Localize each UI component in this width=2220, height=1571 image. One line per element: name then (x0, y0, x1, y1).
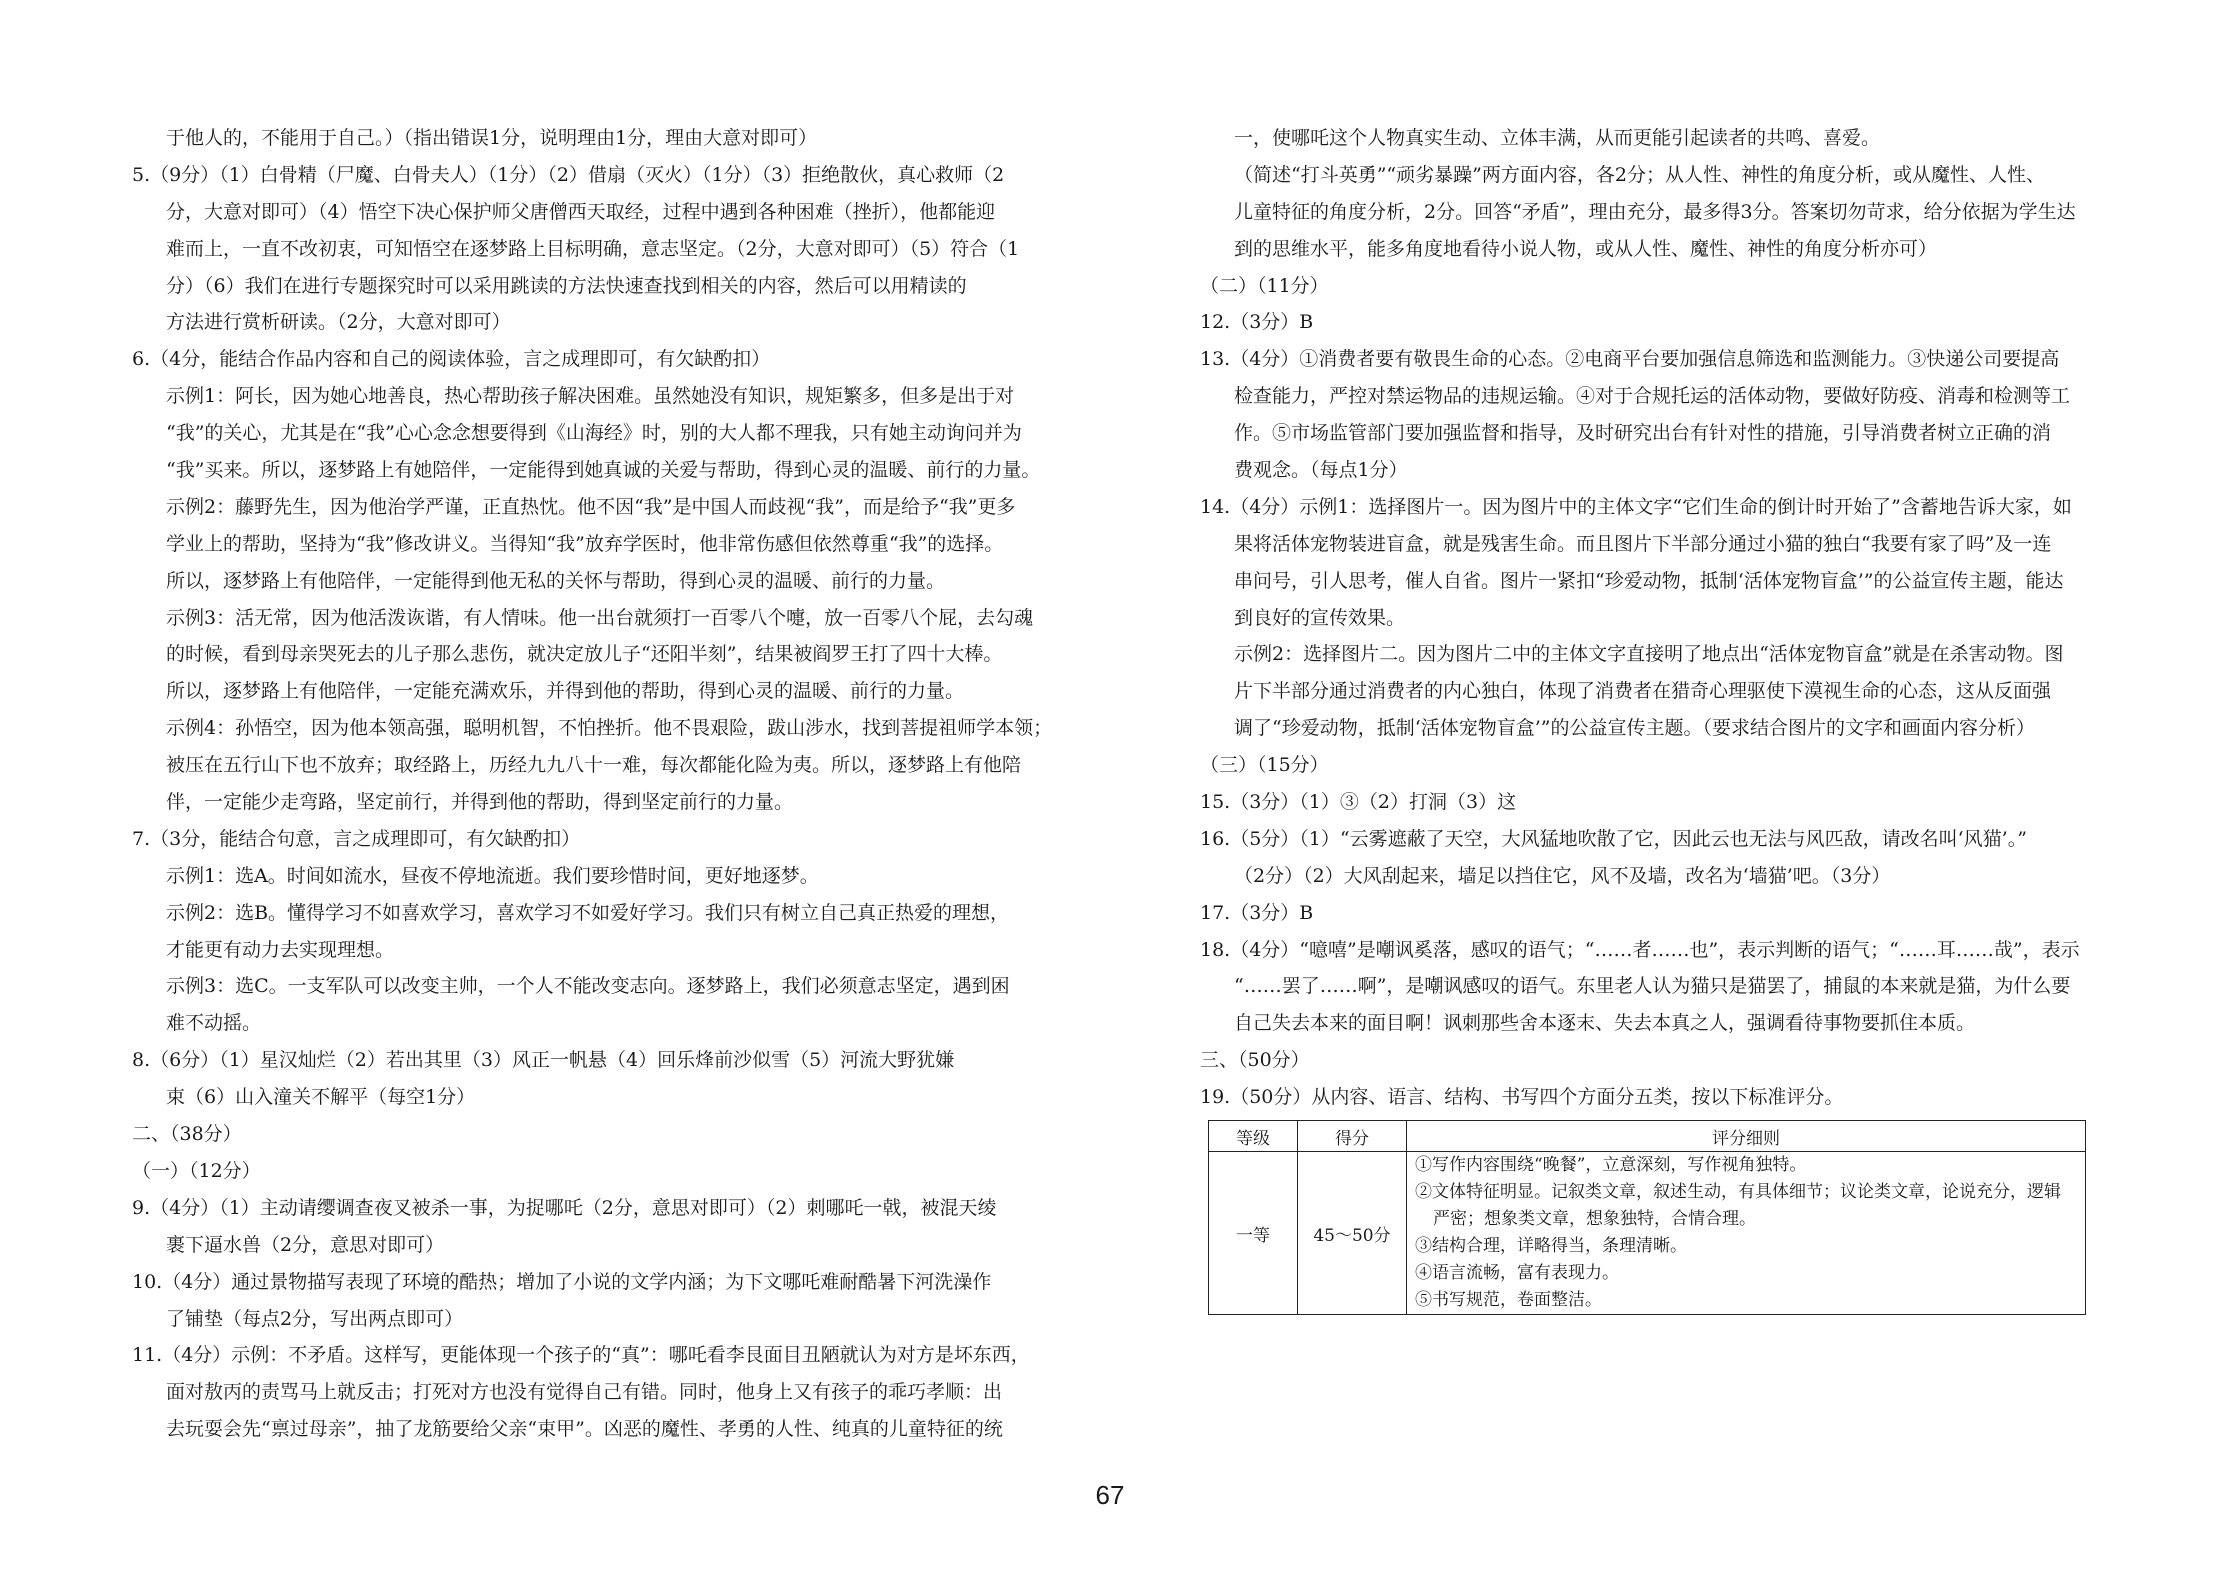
criteria-line: ④语言流畅，富有表现力。 (1415, 1263, 1619, 1283)
header-score: 得分 (1298, 1121, 1407, 1152)
table-header-row (1209, 1121, 2086, 1152)
subsection-heading: （一）（12分） (132, 1159, 261, 1182)
text-line: 面对敖丙的责骂马上就反击；打死对方也没有觉得自己有错。同时，他身上又有孩子的乖巧孝顺：出 (166, 1381, 1003, 1404)
right-column (1200, 120, 2090, 1116)
section-heading: 三、（50分） (1200, 1049, 1310, 1072)
text-line: 的时候，看到母亲哭死去的儿子那么悲伤，就决定放儿子“还阳半刻”，结果被阎罗王打了四十大棒。 (166, 643, 1003, 666)
text-line: 作。⑤市场监管部门要加强监督和指导，及时研究出台有针对性的措施，引导消费者树立正确的消 (1234, 422, 2052, 445)
text-line: 被压在五行山下也不放弃；取经路上，历经九九八十一难，每次都能化险为夷。所以，逐梦路上有他陪 (166, 754, 1022, 777)
text-line: 裹下逼水兽（2分，意思对即可） (166, 1233, 445, 1256)
text-line: 方法进行赏析研读。（2分，大意对即可） (166, 311, 511, 334)
criteria-line: ①写作内容围绕“晚餐”，立意深刻，写作视角独特。 (1415, 1155, 1807, 1175)
cell-level: 一等 (1209, 1152, 1298, 1315)
text-line: 儿童特征的角度分析，2分。回答“矛盾”，理由充分，最多得3分。答案切勿苛求，给分依据为学生达 (1234, 200, 2076, 223)
text-line: 所以，逐梦路上有他陪伴，一定能充满欢乐，并得到他的帮助，得到心灵的温暖、前行的力量。 (166, 680, 965, 703)
text-line: 8.（6分）（1）星汉灿烂（2）若出其里（3）风正一帆悬（4）回乐烽前沙似雪（5）河流大野犹嫌 (132, 1049, 955, 1072)
text-line: 片下半部分通过消费者的内心独白，体现了消费者在猎奇心理驱使下漠视生命的心态，这从反面强 (1234, 680, 2052, 703)
text-line: 15.（3分）（1）③（2）打洞（3）这 (1200, 791, 1517, 814)
text-line: “……罢了……啊”，是嘲讽感叹的语气。东里老人认为猫只是猫罢了，捕鼠的本来就是猫，为什么要 (1234, 975, 2071, 998)
text-line: 所以，逐梦路上有他陪伴，一定能得到他无私的关怀与帮助，得到心灵的温暖、前行的力量。 (166, 569, 946, 592)
cell-criteria (1407, 1152, 2086, 1315)
text-line: 到的思维水平，能多角度地看待小说人物，或从人性、魔性、神性的角度分析亦可） (1234, 237, 1938, 260)
text-line: 19.（50分）从内容、语言、结构、书写四个方面分五类，按以下标准评分。 (1200, 1086, 1844, 1109)
text-line: 分）（6）我们在进行专题探究时可以采用跳读的方法快速查找到相关的内容，然后可以用精读的 (166, 274, 967, 297)
text-line: 串问号，引人思考，催人自省。图片一紧扣“珍爱动物，抵制‘活体宠物盲盒’”的公益宣传主题，能达 (1234, 569, 2064, 592)
text-line: 伴，一定能少走弯路，坚定前行，并得到他的帮助，得到坚定前行的力量。 (166, 791, 794, 814)
subsection-heading: （三）（15分） (1200, 754, 1329, 777)
text-line: 5.（9分）（1）白骨精（尸魔、白骨夫人）（1分）（2）借扇（灭火）（1分）（3）拒绝散伙，真心救师（2 (132, 163, 1005, 186)
text-line: 于他人的，不能用于自己。）（指出错误1分，说明理由1分，理由大意对即可） (166, 127, 818, 149)
text-line: 才能更有动力去实现理想。 (166, 938, 395, 961)
text-line: 6.（4分，能结合作品内容和自己的阅读体验，言之成理即可，有欠缺酌扣） (132, 348, 771, 371)
header-criteria: 评分细则 (1407, 1121, 2086, 1152)
text-line: 18.（4分）“噫嘻”是嘲讽奚落，感叹的语气；“……者……也”，表示判断的语气；“……耳……哉”，表示 (1200, 938, 2080, 961)
text-line: 17.（3分）B (1200, 901, 1314, 924)
text-line: 示例3：选C。一支军队可以改变主帅，一个人不能改变志向。逐梦路上，我们必须意志坚定，遇到困 (166, 975, 1010, 998)
text-line: 12.（3分）B (1200, 311, 1314, 334)
text-line: 11.（4分）示例：不矛盾。这样写，更能体现一个孩子的“真”：哪吒看李艮面目丑陋就认为对方是坏东西， (132, 1344, 1030, 1367)
page-number: 67 (1095, 1480, 1125, 1510)
text-line: 一，使哪吒这个人物真实生动、立体丰满，从而更能引起读者的共鸣、喜爱。 (1234, 127, 1881, 149)
text-line: 示例2：选择图片二。因为图片二中的主体文字直接明了地点出“活体宠物盲盒”就是在杀害动物。图 (1234, 643, 2064, 666)
criteria-line: 严密；想象类文章，想象独特，合情合理。 (1433, 1209, 1756, 1229)
text-line: 调了“珍爱动物，抵制‘活体宠物盲盒’”的公益宣传主题。（要求结合图片的文字和画面内容分析） (1234, 717, 2036, 740)
text-line: （2分）（2）大风刮起来，墙足以挡住它，风不及墙，改名为‘墙猫’吧。（3分） (1234, 864, 1891, 887)
header-level: 等级 (1209, 1121, 1298, 1152)
text-line: 学业上的帮助，坚持为“我”修改讲义。当得知“我”放弃学医时，他非常伤感但依然尊重“我”的选择。 (166, 532, 1004, 555)
text-line: 示例1：阿长，因为她心地善良，热心帮助孩子解决困难。虽然她没有知识，规矩繁多，但多是出于对 (166, 385, 1015, 408)
text-line: 示例2：选B。懂得学习不如喜欢学习，喜欢学习不如爱好学习。我们只有树立自己真正热爱的理想， (166, 901, 1010, 924)
left-column (132, 120, 1062, 1448)
text-line: 14.（4分）示例1：选择图片一。因为图片中的主体文字“它们生命的倒计时开始了”含蓄地告诉大家，如 (1200, 495, 2072, 518)
criteria-line: ⑤书写规范，卷面整洁。 (1415, 1290, 1602, 1310)
text-line: 13.（4分）①消费者要有敬畏生命的心态。②电商平台要加强信息筛选和监测能力。③快递公司要提高 (1200, 348, 2060, 371)
text-line: 束（6）山入潼关不解平（每空1分） (166, 1086, 476, 1109)
criteria-line: ②文体特征明显。记叙类文章，叙述生动，有具体细节；议论类文章，论说充分，逻辑 (1415, 1182, 2061, 1202)
table-row (1209, 1152, 2086, 1315)
text-line: （简述“打斗英勇”“顽劣暴躁”两方面内容，各2分；从人性、神性的角度分析，或从魔性、人性、 (1234, 163, 2045, 186)
text-line: 9.（4分）（1）主动请缨调查夜叉被杀一事，为捉哪吒（2分，意思对即可）（2）刺哪吒一戟，被混天绫 (132, 1196, 997, 1219)
section-heading: 二、（38分） (132, 1123, 242, 1146)
text-line: 费观念。（每点1分） (1234, 459, 1408, 482)
text-line: 了铺垫（每点2分，写出两点即可） (166, 1307, 464, 1330)
text-line: 分，大意对即可）（4）悟空下决心保护师父唐僧西天取经，过程中遇到各种困难（挫折），他都能迎 (166, 200, 996, 223)
text-line: 检查能力，严控对禁运物品的违规运输。④对于合规托运的活体动物，要做好防疫、消毒和检测等工 (1234, 385, 2071, 408)
text-line: 示例1：选A。时间如流水，昼夜不停地流逝。我们要珍惜时间，更好地逐梦。 (166, 864, 819, 887)
text-line: 示例3：活无常，因为他活泼诙谐，有人情味。他一出台就须打一百零八个嚏，放一百零八个屁，去勾魂 (166, 606, 1034, 629)
text-line: 到良好的宣传效果。 (1234, 606, 1406, 629)
text-line: 难不动摇。 (166, 1012, 262, 1035)
text-line: 示例4：孙悟空，因为他本领高强，聪明机智，不怕挫折。他不畏艰险，跋山涉水，找到菩提祖师学本领； (166, 717, 1053, 740)
text-line: 示例2：藤野先生，因为他治学严谨，正直热忱。他不因“我”是中国人而歧视“我”，而是给予“我”更多 (166, 495, 1016, 518)
text-line: 16.（5分）（1）“云雾遮蔽了天空，大风猛地吹散了它，因此云也无法与风匹敌，请改名叫‘风猫’。” (1200, 827, 2027, 850)
text-line: “我”的关心，尤其是在“我”心心念念想要得到《山海经》时，别的大人都不理我，只有她主动询问并为 (166, 422, 1022, 445)
text-line: 7.（3分，能结合句意，言之成理即可，有欠缺酌扣） (132, 827, 581, 850)
text-line: 自己失去本来的面目啊！讽刺那些舍本逐末、失去本真之人，强调看待事物要抓住本质。 (1234, 1012, 1976, 1035)
cell-score: 45～50分 (1298, 1152, 1407, 1315)
text-line: 10.（4分）通过景物描写表现了环境的酷热；增加了小说的文学内涵；为下文哪吒难耐酷暑下河洗澡作 (132, 1270, 992, 1293)
criteria-line: ③结构合理，详略得当，条理清晰。 (1415, 1236, 1687, 1256)
text-line: 去玩耍会先“禀过母亲”，抽了龙筋要给父亲“束甲”。凶恶的魔性、孝勇的人性、纯真的儿童特征的统 (166, 1418, 1003, 1441)
subsection-heading: （二）（11分） (1200, 274, 1329, 297)
text-line: 果将活体宠物装进盲盒，就是残害生命。而且图片下半部分通过小猫的独白“我要有家了吗”及一连 (1234, 532, 2052, 555)
text-line: 难而上，一直不改初衷，可知悟空在逐梦路上目标明确，意志坚定。（2分，大意对即可）（5）符合（1 (166, 237, 1020, 260)
rubric-table (1208, 1120, 2086, 1315)
text-line: “我”买来。所以，逐梦路上有她陪伴，一定能得到她真诚的关爱与帮助，得到心灵的温暖、前行的力量。 (166, 459, 1041, 482)
